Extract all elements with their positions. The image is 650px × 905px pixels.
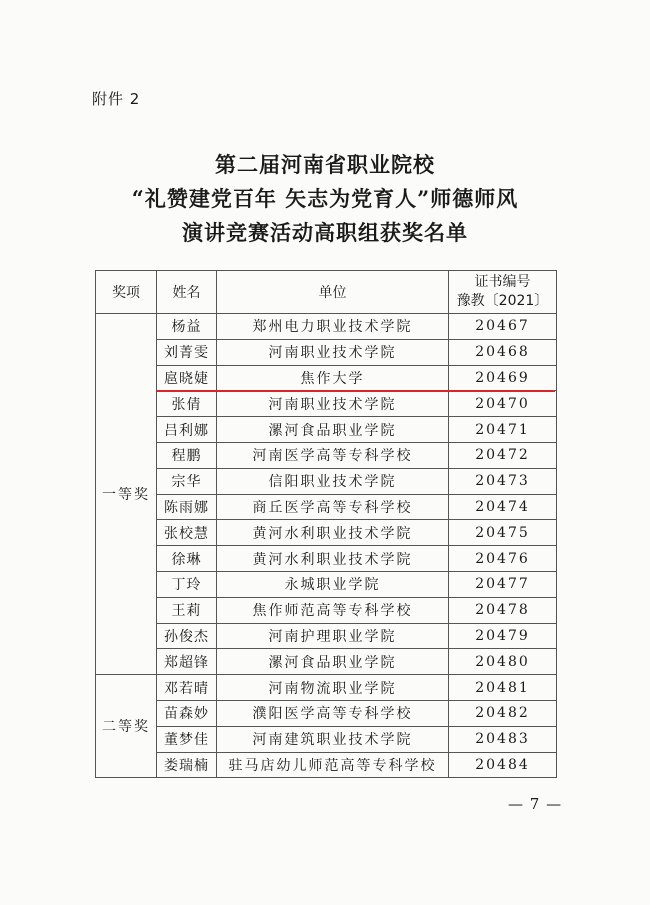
table-row	[96, 442, 557, 468]
table-row	[96, 597, 557, 623]
unit-cell: 驻马店幼儿师范高等专科学校	[217, 752, 449, 778]
cert-number-cell: 20481	[449, 675, 557, 701]
header-name: 姓名	[157, 271, 217, 314]
name-cell: 杨益	[157, 314, 217, 340]
unit-cell: 河南物流职业学院	[217, 675, 449, 701]
cert-number-cell: 20475	[449, 520, 557, 546]
cert-number-cell: 20482	[449, 700, 557, 726]
title-line-2: “礼赞建党百年 矢志为党育人”师德师风	[131, 186, 519, 211]
unit-cell: 漯河食品职业学院	[217, 417, 449, 443]
cert-number-cell: 20483	[449, 726, 557, 752]
name-cell: 孙俊杰	[157, 623, 217, 649]
cert-number-cell: 20472	[449, 442, 557, 468]
table-row	[96, 417, 557, 443]
name-cell: 张倩	[157, 391, 217, 417]
name-cell: 陈雨娜	[157, 494, 217, 520]
table-row	[96, 649, 557, 675]
award-table	[95, 270, 557, 778]
name-cell: 程鹏	[157, 442, 217, 468]
table-row	[96, 700, 557, 726]
cert-number-cell: 20470	[449, 391, 557, 417]
name-cell: 邓若晴	[157, 675, 217, 701]
name-cell: 徐琳	[157, 546, 217, 572]
cert-number-cell: 20477	[449, 571, 557, 597]
name-cell: 郑超锋	[157, 649, 217, 675]
unit-cell: 黄河水利职业技术学院	[217, 546, 449, 572]
cert-number-cell: 20484	[449, 752, 557, 778]
unit-cell: 河南职业技术学院	[217, 391, 449, 417]
title-line-3: 演讲竞赛活动高职组获奖名单	[182, 220, 468, 245]
name-cell: 董梦佳	[157, 726, 217, 752]
table-row	[96, 339, 557, 365]
table-row	[96, 365, 557, 391]
table-row	[96, 391, 557, 417]
unit-cell: 信阳职业技术学院	[217, 468, 449, 494]
table-row	[96, 468, 557, 494]
cert-number-cell: 20478	[449, 597, 557, 623]
attachment-label: 附件 2	[92, 90, 141, 108]
unit-cell: 商丘医学高等专科学校	[217, 494, 449, 520]
cert-number-cell: 20474	[449, 494, 557, 520]
unit-cell: 焦作大学	[217, 365, 449, 391]
award-level-cell: 一等奖	[96, 314, 157, 675]
name-cell: 王莉	[157, 597, 217, 623]
unit-cell: 河南建筑职业技术学院	[217, 726, 449, 752]
cert-number-cell: 20473	[449, 468, 557, 494]
document-title	[0, 148, 650, 250]
title-line-1: 第二届河南省职业院校	[215, 152, 435, 177]
header-cert-line1: 证书编号	[474, 274, 531, 290]
cert-number-cell: 20469	[449, 365, 557, 391]
cert-number-cell: 20479	[449, 623, 557, 649]
name-cell: 张校慧	[157, 520, 217, 546]
name-cell: 宗华	[157, 468, 217, 494]
unit-cell: 焦作师范高等专科学校	[217, 597, 449, 623]
table-row	[96, 314, 557, 340]
award-level-cell: 二等奖	[96, 675, 157, 778]
table-header-row	[96, 271, 557, 314]
unit-cell: 黄河水利职业技术学院	[217, 520, 449, 546]
cert-number-cell: 20468	[449, 339, 557, 365]
header-award: 奖项	[96, 271, 157, 314]
table-row	[96, 494, 557, 520]
unit-cell: 漯河食品职业学院	[217, 649, 449, 675]
name-cell: 扈晓婕	[157, 365, 217, 391]
table-row	[96, 675, 557, 701]
unit-cell: 濮阳医学高等专科学校	[217, 700, 449, 726]
table-row	[96, 752, 557, 778]
name-cell: 娄瑞楠	[157, 752, 217, 778]
unit-cell: 河南护理职业学院	[217, 623, 449, 649]
table-row	[96, 546, 557, 572]
table-row	[96, 571, 557, 597]
cert-number-cell: 20476	[449, 546, 557, 572]
table-row	[96, 726, 557, 752]
table-row	[96, 623, 557, 649]
cert-number-cell: 20480	[449, 649, 557, 675]
table-row	[96, 520, 557, 546]
header-cert-line2: 豫教〔2021〕	[456, 293, 549, 309]
unit-cell: 河南职业技术学院	[217, 339, 449, 365]
cert-number-cell: 20471	[449, 417, 557, 443]
unit-cell: 河南医学高等专科学校	[217, 442, 449, 468]
highlight-underline	[157, 390, 555, 392]
page-number: — 7 —	[508, 795, 563, 813]
name-cell: 丁玲	[157, 571, 217, 597]
name-cell: 吕利娜	[157, 417, 217, 443]
name-cell: 苗森妙	[157, 700, 217, 726]
cert-number-cell: 20467	[449, 314, 557, 340]
table-body	[96, 314, 557, 778]
unit-cell: 永城职业学院	[217, 571, 449, 597]
header-cert	[449, 271, 557, 314]
unit-cell: 郑州电力职业技术学院	[217, 314, 449, 340]
header-unit: 单位	[217, 271, 449, 314]
name-cell: 刘菁雯	[157, 339, 217, 365]
